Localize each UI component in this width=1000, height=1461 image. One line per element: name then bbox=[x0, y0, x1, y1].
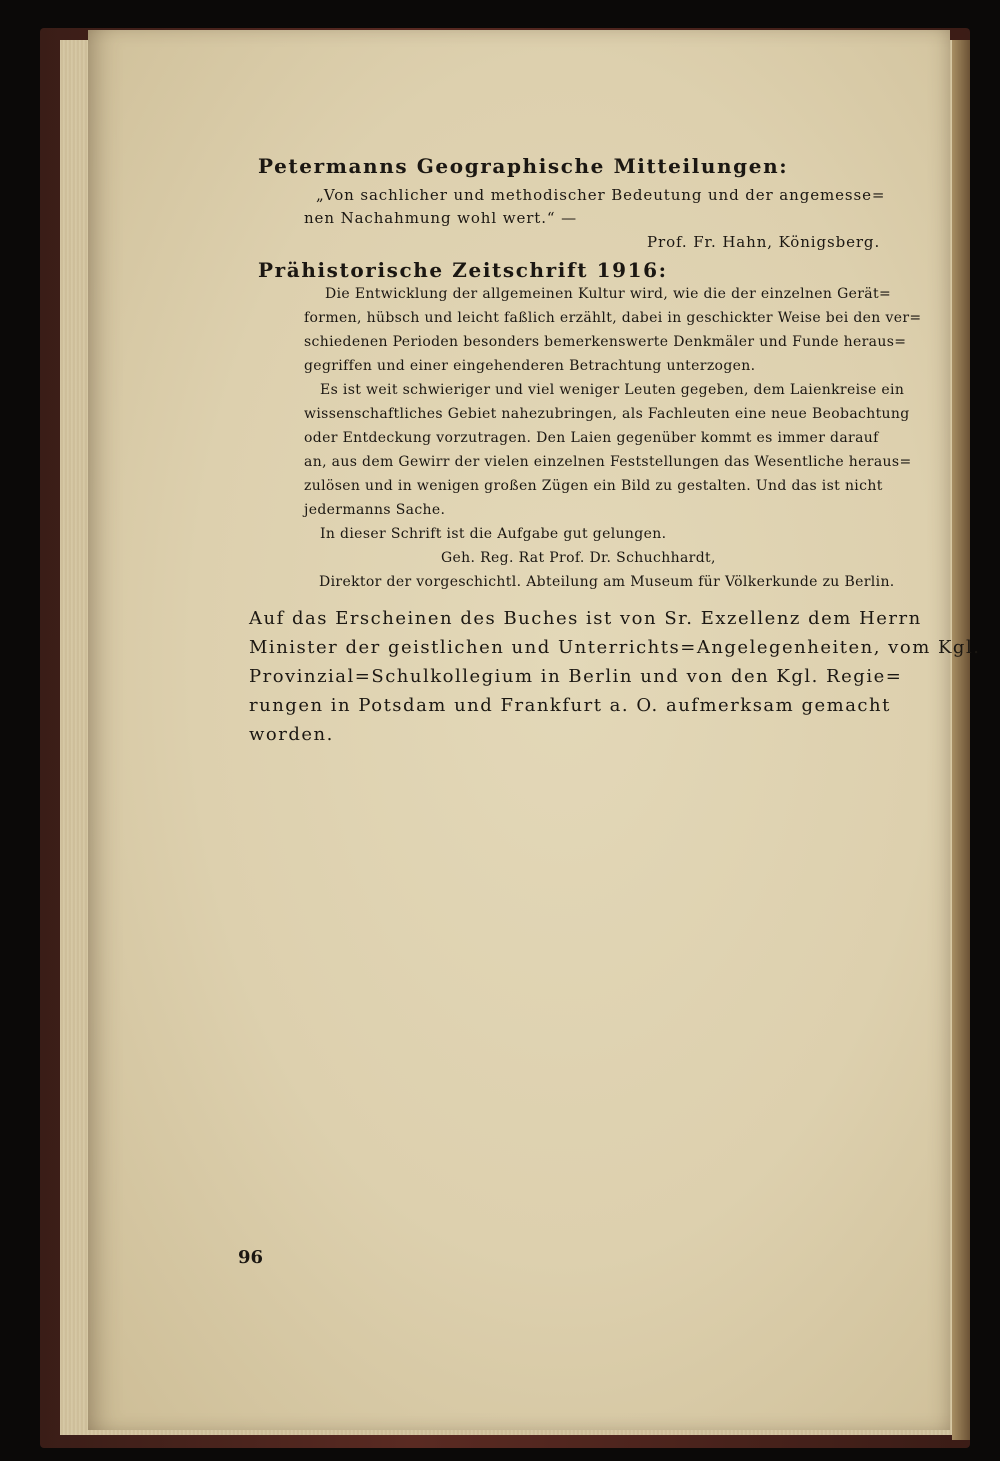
page-number: 96 bbox=[238, 1247, 264, 1268]
announcement-line-2: Minister der geistlichen und Unterrichts=Angelegenheiten, vom Kgl. bbox=[249, 637, 981, 658]
schuchhardt-title: Direktor der vorgeschichtl. Abteilung am Museum für Völkerkunde zu Berlin. bbox=[319, 574, 895, 590]
praehistorische-line-1: Die Entwicklung der allgemeinen Kultur wird, wie die der einzelnen Gerät= bbox=[325, 286, 892, 302]
petermann-quote-line-1: „Von sachlicher und methodischer Bedeutung und der angemesse= bbox=[316, 186, 886, 204]
praehistorische-line-3: schiedenen Perioden besonders bemerkenswerte Denkmäler und Funde heraus= bbox=[304, 334, 907, 350]
praehistorische-line-7: oder Entdeckung vorzutragen. Den Laien gegenüber kommt es immer darauf bbox=[304, 430, 879, 446]
praehistorische-line-10: jedermanns Sache. bbox=[304, 502, 446, 518]
praehistorische-line-4: gegriffen und einer eingehenderen Betrachtung unterzogen. bbox=[304, 358, 756, 374]
petermann-heading: Petermanns Geographische Mitteilungen: bbox=[258, 154, 789, 178]
facing-page-edge bbox=[952, 40, 970, 1440]
announcement-line-3: Provinzial=Schulkollegium in Berlin und von den Kgl. Regie= bbox=[249, 666, 903, 687]
announcement-line-5: worden. bbox=[249, 724, 334, 745]
praehistorische-line-5: Es ist weit schwieriger und viel weniger Leuten gegeben, dem Laienkreise ein bbox=[320, 382, 905, 398]
schuchhardt-signature: Geh. Reg. Rat Prof. Dr. Schuchhardt, bbox=[441, 550, 716, 566]
petermann-quote-line-2: nen Nachahmung wohl wert.“ — bbox=[304, 209, 578, 227]
praehistorische-line-6: wissenschaftliches Gebiet nahezubringen, als Fachleuten eine neue Beobachtung bbox=[304, 406, 910, 422]
praehistorische-line-11: In dieser Schrift ist die Aufgabe gut gelungen. bbox=[320, 526, 667, 542]
praehistorische-heading: Prähistorische Zeitschrift 1916: bbox=[258, 258, 668, 282]
praehistorische-line-8: an, aus dem Gewirr der vielen einzelnen Feststellungen das Wesentliche heraus= bbox=[304, 454, 912, 470]
announcement-line-4: rungen in Potsdam und Frankfurt a. O. aufmerksam gemacht bbox=[249, 695, 891, 716]
praehistorische-line-2: formen, hübsch und leicht faßlich erzählt, dabei in geschickter Weise bei den ver= bbox=[304, 310, 922, 326]
praehistorische-line-9: zulösen und in wenigen großen Zügen ein Bild zu gestalten. Und das ist nicht bbox=[304, 478, 883, 494]
announcement-line-1: Auf das Erscheinen des Buches ist von Sr. Exzellenz dem Herrn bbox=[249, 608, 922, 629]
petermann-author: Prof. Fr. Hahn, Königsberg. bbox=[647, 233, 881, 251]
